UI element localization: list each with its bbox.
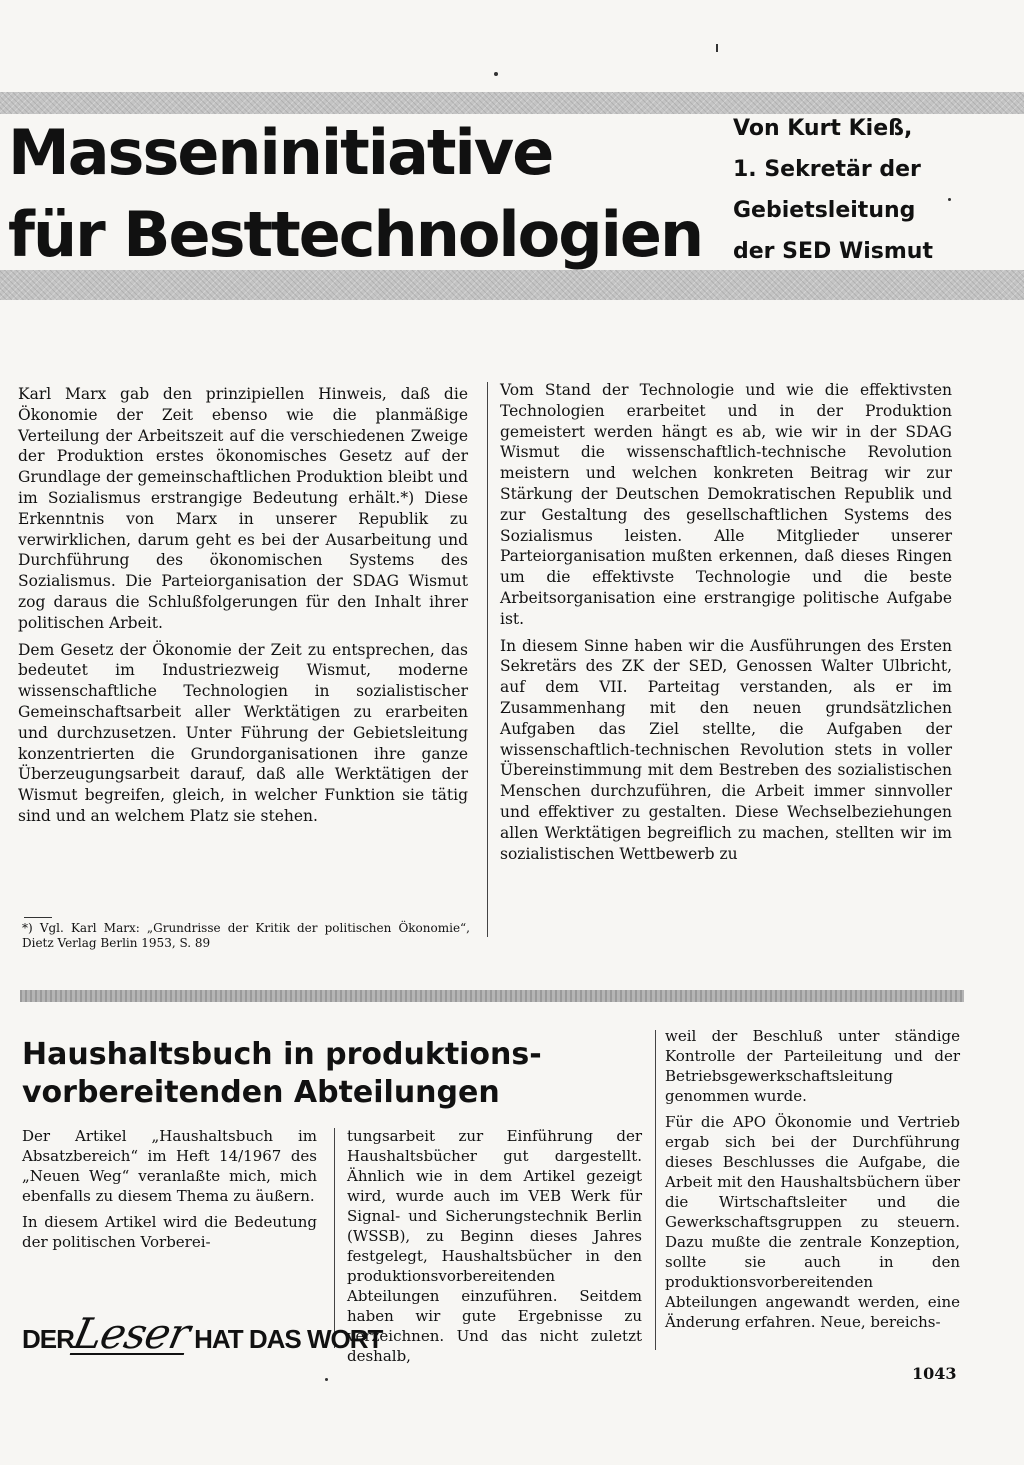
paragraph: Dem Gesetz der Ökonomie der Zeit zu entsprechen, das bedeutet im Industriezweig Wismut, moderne wissenschaftliche Technologien in sozialistischer Gemeinschaftsarbeit aller Werktätigen zu erarbeiten und durchzusetzen. Unter Führung der Gebietsleitung konzentrierten die Grundorganisationen ihre ganze Überzeugungsarbeit darauf, daß alle Werktätigen der Wismut begreifen, gleich, in welcher Funktion sie tätig sind und an welchem Platz sie stehen. [18,640,468,825]
reader-rubric-logo [22,1305,383,1358]
print-speck [494,72,498,76]
article-column-right [500,380,952,870]
paragraph: In diesem Sinne haben wir die Ausführungen des Ersten Sekretärs des ZK der SED, Genossen Walter Ulbricht, auf dem VII. Parteitag verstanden, als er im Zusammenhang mit den neuen grundsätzlichen Aufgaben das Ziel stellte, die Aufgaben der wissenschaftlich-technischen Revolution stets in voller Übereinstimmung mit dem Bestreben des sozialistischen Menschen durchzuführen, die Arbeit immer sinnvoller und effektiver zu gestalten. Diese Wechselbeziehungen allen Werktätigen begreiflich zu machen, stellten wir im sozialistischen Wettbewerb zu [500,636,952,863]
letter-title-line: Haushaltsbuch in produktions- [22,1037,542,1072]
rubric-prefix: DER [22,1324,74,1354]
letter-column-3 [665,1026,960,1338]
byline-line: der SED Wismut [733,239,933,264]
footnote: *) Vgl. Karl Marx: „Grundrisse der Kritik der politischen Ökonomie“, Dietz Verlag Berlin 1953, S. 89 [22,921,470,950]
article-title-line: Masseninitiative [8,116,553,189]
print-speck [325,1378,328,1381]
byline-line: Gebietsleitung [733,198,916,223]
article-column-left [18,384,468,833]
footnote-rule [24,917,52,918]
article-title-line: für Besttechnologien [8,198,703,271]
page-number: 1043 [912,1364,957,1383]
rubric-script: Leser [69,1309,194,1358]
article-byline [733,108,963,272]
paragraph: tungsarbeit zur Einführung der Haushaltsbücher gut dargestellt. Ähnlich wie in dem Artikel gezeigt wird, wurde auch im VEB Werk für Signal- und Sicherungstechnik Berlin (WSSB), zu Beginn dieses Jahres festgelegt, Haushaltsbücher in den produktionsvorbereitenden Abteilungen einzuführen. Seitdem haben wir gute Ergebnisse zu verzeichnen. Und das nicht zuletzt deshalb, [347,1127,642,1365]
article-title [8,112,702,276]
byline-line: Von Kurt Kieß, [733,116,913,141]
letter-title-line: vorbereitenden Abteilungen [22,1075,500,1110]
column-divider [487,382,488,937]
paragraph: Karl Marx gab den prinzipiellen Hinweis, daß die Ökonomie der Zeit ebenso wie die planmäßige Verteilung der Arbeitszeit auf die verschiedenen Zweige der Produktion erstes ökonomisches Gesetz auf der Grundlage der gemeinschaftlichen Produktion bleibt und im Sozialismus erstrangige Bedeutung erhält.*) Diese Erkenntnis von Marx in unserer Republik zu verwirklichen, darum geht es bei der Ausarbeitung und Durchführung des ökonomischen Systems des Sozialismus. Die Parteiorganisation der SDAG Wismut zog daraus die Schlußfolgerungen für den Inhalt ihrer politischen Arbeit. [18,385,468,632]
print-speck [716,44,718,52]
paragraph: In diesem Artikel wird die Bedeutung der politischen Vorberei- [22,1213,317,1251]
byline-line: 1. Sekretär der [733,157,921,182]
letter-column-1 [22,1126,317,1258]
column-divider [655,1030,656,1350]
paragraph: Für die APO Ökonomie und Vertrieb ergab sich bei der Durchführung dieses Beschlusses die Aufgabe, die Arbeit mit den Haushaltsbüchern über die Wirtschaftsleiter und die Gewerkschaftsgruppen zu steuern. Dazu mußte die zentrale Konzeption, sollte sie auch in den produktionsvorbereitenden Abteilungen angewandt werden, eine Änderung erfahren. Neue, bereichs- [665,1113,960,1331]
paragraph: Vom Stand der Technologie und wie die effektivsten Technologien erarbeitet und in der Produktion gemeistert werden hängt es ab, wie wir in der SDAG Wismut die wissenschaftlich-technische Revolution meistern und welchen konkreten Beitrag wir zur Stärkung der Deutschen Demokratischen Republik und zur Gestaltung des gesellschaftlichen Systems des Sozialismus leisten. Alle Mitglieder unserer Parteiorganisation mußten erkennen, daß dieses Ringen um die effektivste Technologie und die beste Arbeitsorganisation eine erstrangige politische Aufgabe ist. [500,381,952,628]
letter-column-2 [347,1126,642,1372]
column-divider [334,1128,335,1348]
letter-title [22,1036,622,1112]
paragraph: weil der Beschluß unter ständige Kontrolle der Parteileitung und der Betriebsgewerkschaftsleitung genommen wurde. [665,1027,960,1105]
rubric-suffix: HAT DAS WORT [194,1324,383,1354]
paragraph: Der Artikel „Haushaltsbuch im Absatzbereich“ im Heft 14/1967 des „Neuen Weg“ veranlaßte mich, mich ebenfalls zu diesem Thema zu äußern. [22,1127,317,1205]
section-separator [20,990,964,1002]
